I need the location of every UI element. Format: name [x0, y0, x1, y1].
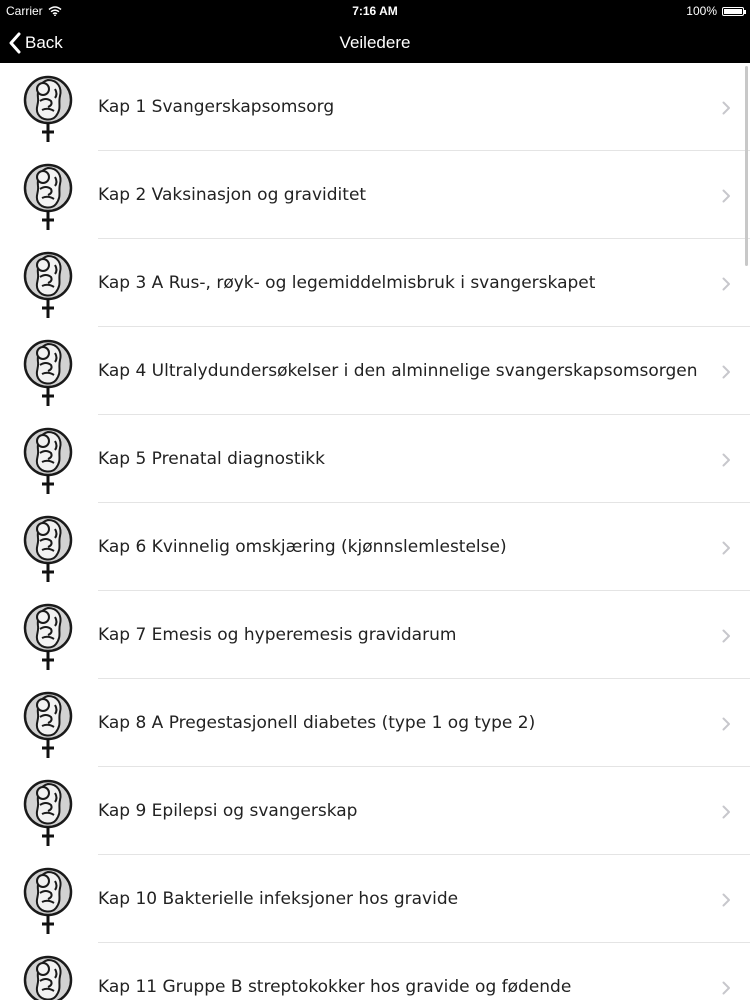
status-bar [0, 0, 750, 22]
chevron-right-icon [722, 101, 731, 115]
fetus-female-symbol-icon [22, 602, 74, 672]
fetus-female-symbol-icon [22, 778, 74, 848]
chevron-right-icon [722, 453, 731, 467]
list-item[interactable] [0, 855, 750, 943]
fetus-female-symbol-icon [22, 866, 74, 936]
chevron-right-icon [722, 805, 731, 819]
list-item[interactable] [0, 327, 750, 415]
chapter-list[interactable] [0, 63, 750, 1000]
fetus-female-symbol-icon [22, 514, 74, 584]
list-item-label: Kap 10 Bakterielle infeksjoner hos gravide [98, 889, 459, 909]
list-item[interactable] [0, 767, 750, 855]
fetus-female-symbol-icon [22, 250, 74, 320]
list-item[interactable] [0, 239, 750, 327]
chevron-right-icon [722, 629, 731, 643]
fetus-female-symbol-icon [22, 74, 74, 144]
fetus-female-symbol-icon [22, 162, 74, 232]
fetus-female-symbol-icon [22, 954, 74, 1000]
list-item[interactable] [0, 415, 750, 503]
list-item-label: Kap 7 Emesis og hyperemesis gravidarum [98, 625, 457, 645]
fetus-female-symbol-icon [22, 690, 74, 760]
list-item[interactable] [0, 679, 750, 767]
list-item-label: Kap 5 Prenatal diagnostikk [98, 449, 325, 469]
list-item[interactable] [0, 151, 750, 239]
list-item[interactable] [0, 591, 750, 679]
list-item-label: Kap 1 Svangerskapsomsorg [98, 97, 335, 117]
navigation-bar [0, 22, 750, 63]
list-item-label: Kap 6 Kvinnelig omskjæring (kjønnslemlestelse) [98, 537, 507, 557]
chevron-right-icon [722, 365, 731, 379]
list-item-label: Kap 11 Gruppe B streptokokker hos gravide og fødende [98, 977, 572, 997]
list-item-label: Kap 9 Epilepsi og svangerskap [98, 801, 358, 821]
chevron-right-icon [722, 717, 731, 731]
list-item[interactable] [0, 503, 750, 591]
list-item-label: Kap 3 A Rus-, røyk- og legemiddelmisbruk i svangerskapet [98, 273, 596, 293]
chevron-right-icon [722, 541, 731, 555]
list-item[interactable] [0, 943, 750, 1000]
battery-icon [722, 7, 744, 16]
scrollbar[interactable] [745, 66, 748, 266]
fetus-female-symbol-icon [22, 426, 74, 496]
list-item[interactable] [0, 63, 750, 151]
page-title: Veiledere [339, 33, 411, 52]
status-right [686, 4, 744, 18]
back-button-label: Back [25, 32, 63, 52]
chevron-right-icon [722, 277, 731, 291]
list-item-label: Kap 2 Vaksinasjon og graviditet [98, 185, 367, 205]
chevron-right-icon [722, 189, 731, 203]
chevron-right-icon [722, 981, 731, 995]
battery-fill [724, 9, 742, 14]
carrier-label: Carrier [6, 4, 43, 18]
fetus-female-symbol-icon [22, 338, 74, 408]
list-item-label: Kap 8 A Pregestasjonell diabetes (type 1 og type 2) [98, 713, 536, 733]
battery-percent: 100% [686, 4, 717, 18]
chevron-right-icon [722, 893, 731, 907]
status-time: 7:16 AM [352, 4, 398, 18]
list-item-label: Kap 4 Ultralydundersøkelser i den alminnelige svangerskapsomsorgen [98, 361, 698, 381]
